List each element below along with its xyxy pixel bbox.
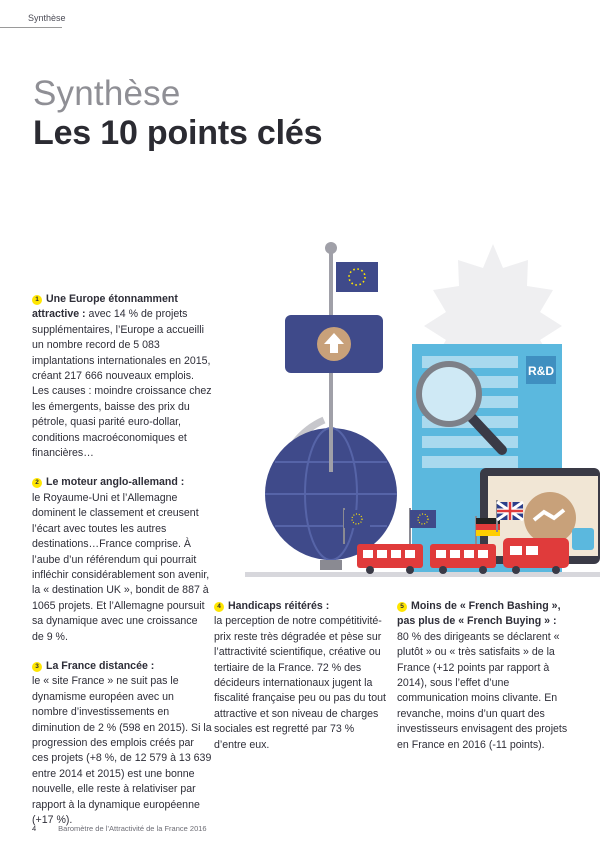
point-number-badge: 2 [32, 478, 42, 488]
page-footer [32, 824, 207, 833]
section-label: Synthèse [28, 13, 66, 23]
key-point-4 [214, 599, 386, 753]
page-title: Les 10 points clés [33, 114, 323, 152]
key-point-2 [32, 475, 212, 644]
page-supertitle: Synthèse [33, 74, 181, 113]
point-heading: Handicaps réitérés : [228, 600, 330, 612]
key-point-1 [32, 292, 212, 461]
point-heading: Le moteur anglo-allemand : [46, 476, 185, 489]
text-column-right [397, 599, 575, 767]
point-body: le « site France » ne suit pas le dynamisme européen avec un nombre d’investissements en diminution de 2 % (598 en 2015). Si la progression des emplois créés par ces projets (+8 %, de 12 579 à 13 639 entre 2014 et 2015) est une bonne nouvelle, elle reste à relativiser par rapport à la dynamique européenne (+17 %). [32, 675, 212, 826]
text-column-left [32, 292, 212, 842]
page-number: 4 [32, 824, 37, 833]
point-body: 80 % des dirigeants se déclarent « plutôt » ou « très satisfaits » de la France (+12 points par rapport à 2014), sous l’effet d’une communication moins clivante. En revanche, moins d’un quart des investisseurs envisagent des projets en France en 2016 (-11 points). [397, 630, 568, 751]
point-number-badge: 4 [214, 602, 224, 612]
point-number-badge: 3 [32, 662, 42, 672]
point-number-badge: 1 [32, 295, 42, 305]
key-point-5 [397, 599, 575, 753]
point-body: avec 14 % de projets supplémentaires, l’Europe a accueilli un nombre record de 5 083 implantations internationales en 2015, créant 217 666 nouveaux emplois. Les causes : moindre croissance chez les émergents, baisse des prix du pétrole, quasi parité euro-dollar, conditions macroéconomiques et financières… [32, 308, 212, 460]
point-heading: Moins de « French Bashing », pas plus de « French Buying » : [397, 600, 561, 628]
point-number-badge: 5 [397, 602, 407, 612]
point-heading: La France distancée : [46, 659, 155, 672]
text-column-middle [214, 599, 386, 767]
point-body: le Royaume-Uni et l’Allemagne dominent le classement et creusent l’écart avec toutes les autres destinations…France comprise. À l’aube d’un référendum qui pourrait infléchir considérablement son avenir, la « destination UK », bondit de 887 à 1065 projets. Et l’Allemagne poursuit sa dynamique avec une croissance de 9 %. [32, 491, 210, 643]
growth-arrow-sign-icon [285, 315, 383, 373]
rd-label: R&D [528, 364, 554, 378]
section-rule [0, 27, 62, 28]
publication-title: Baromètre de l’Attractivité de la France 2016 [58, 824, 207, 833]
europe-attractiveness-illustration [240, 232, 600, 592]
key-point-3 [32, 659, 212, 828]
point-heading: Une Europe étonnamment attractive : [32, 293, 178, 321]
point-body: la perception de notre compétitivité-prix reste très dégradée et pèse sur l’attractivité scientifique, créative ou tertiaire de la France. 72 % des décideurs internationaux jugent la fiscalité française peu ou pas du tout attractive et son niveau de charges sociales est regretté par 73 % d’entre eux. [214, 615, 386, 751]
